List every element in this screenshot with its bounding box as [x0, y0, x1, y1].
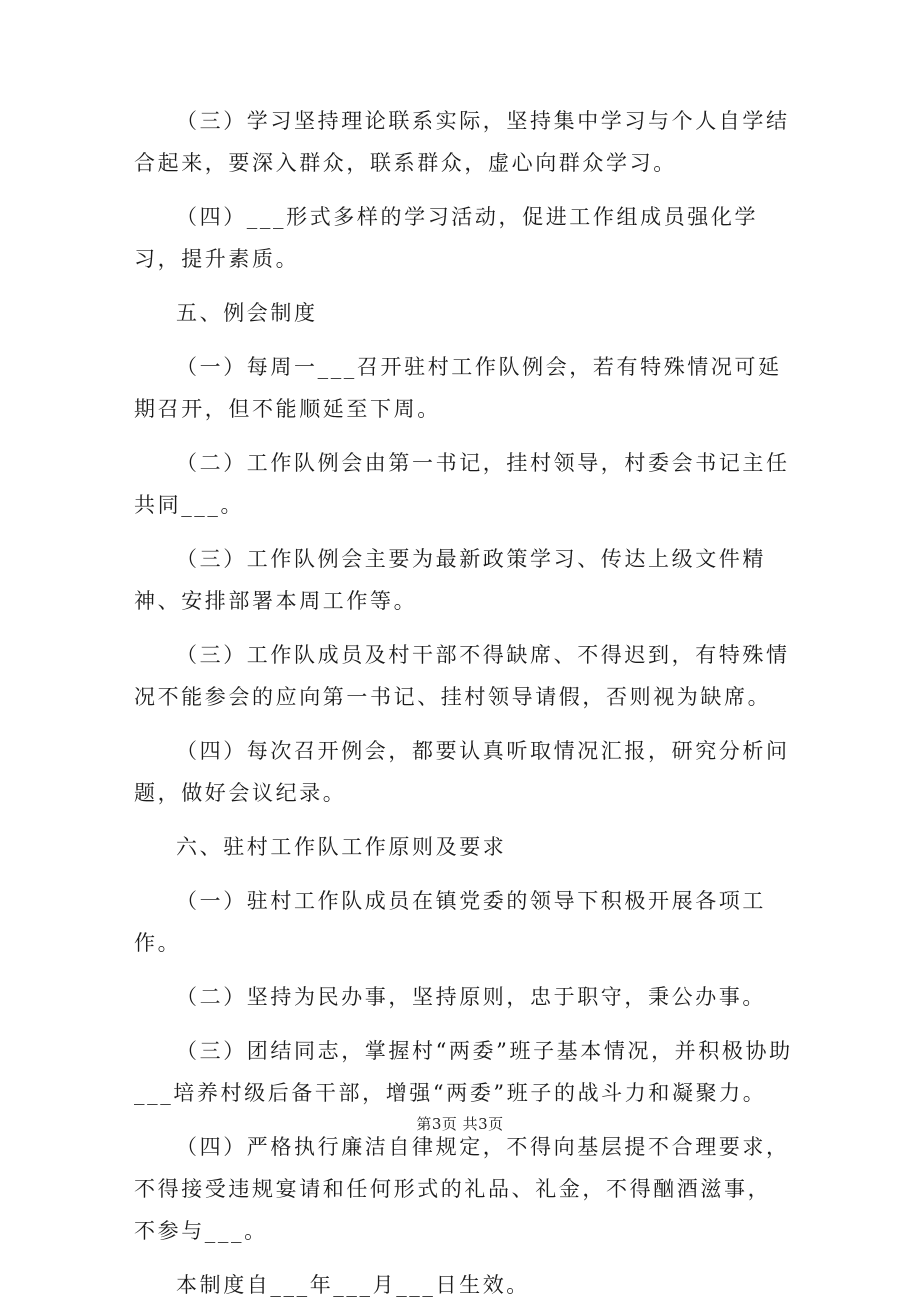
- paragraph-effective-date: 本制度自___年___月___日生效。: [176, 1273, 530, 1297]
- section-heading-work-principles: 六、驻村工作队工作原则及要求: [176, 835, 507, 859]
- section-heading-meeting-system: 五、例会制度: [176, 301, 318, 325]
- paragraph-party-leadership: （一）驻村工作队成员在镇党委的领导下积极开展各项工作。: [134, 889, 766, 955]
- paragraph-attendance: （三）工作队成员及村干部不得缺席、不得迟到，有特殊情况不能参会的应向第一书记、挂村领导请假，否则视为缺席。: [134, 643, 790, 709]
- paragraph-meeting-host: （二）工作队例会由第一书记，挂村领导，村委会书记主任共同___。: [134, 451, 790, 517]
- paragraph-study-practice: （三）学习坚持理论联系实际，坚持集中学习与个人自学结合起来，要深入群众，联系群众，虚心向群众学习。: [134, 109, 790, 175]
- paragraph-serve-people: （二）坚持为民办事，坚持原则，忠于职守，秉公办事。: [176, 985, 766, 1009]
- paragraph-meeting-content: （三）工作队例会主要为最新政策学习、传达上级文件精神、安排部署本周工作等。: [134, 547, 766, 613]
- paragraph-meeting-records: （四）每次召开例会，都要认真听取情况汇报，研究分析问题，做好会议纪录。: [134, 739, 790, 805]
- page-number-footer: 第3页 共3页: [416, 1115, 504, 1133]
- paragraph-weekly-meeting: （一）每周一___召开驻村工作队例会，若有特殊情况可延期召开，但不能顺延至下周。: [134, 355, 782, 421]
- paragraph-unity-cadres: （三）团结同志，掌握村“两委”班子基本情况，并积极协助___培养村级后备干部，增强“两委”班子的战斗力和凝聚力。: [134, 1039, 793, 1105]
- paragraph-study-activities: （四）___形式多样的学习活动，促进工作组成员强化学习，提升素质。: [134, 205, 759, 271]
- paragraph-integrity: （四）严格执行廉洁自律规定，不得向基层提不合理要求，不得接受违规宴请和任何形式的礼品、礼金，不得酗酒滋事，不参与___。: [134, 1135, 790, 1243]
